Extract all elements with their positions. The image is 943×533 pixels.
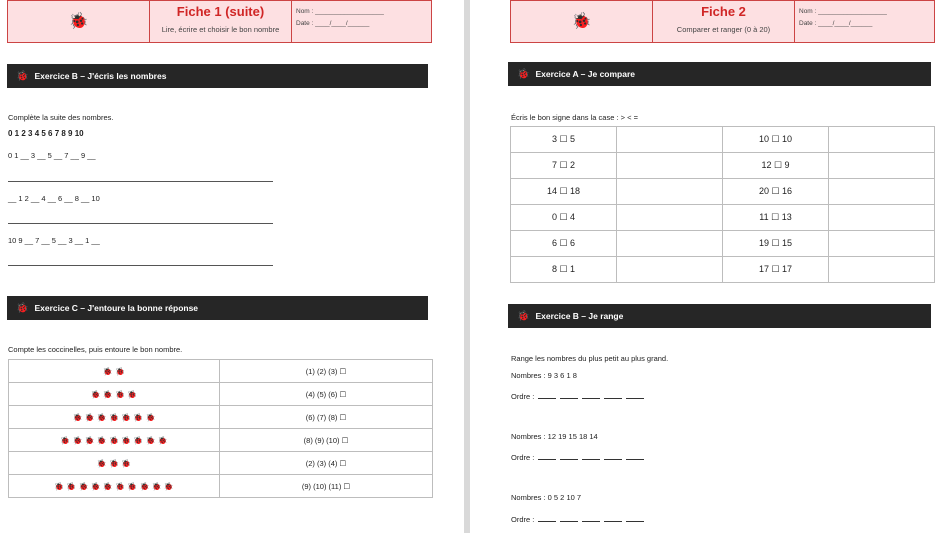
name-field-label: Nom : ___________________ [799, 8, 887, 15]
sequence-line-2: __ 1 2 __ 4 __ 6 __ 8 __ 10 [8, 194, 100, 203]
order-label: Ordre : [511, 453, 535, 462]
name-field-label: Nom : ___________________ [296, 8, 384, 15]
worksheet-subtitle: Lire, écrire et choisir le bon nombre [161, 25, 280, 34]
table-row [9, 452, 433, 475]
ladybug-group: 🐞 🐞 🐞 🐞 🐞 🐞 🐞 [9, 406, 220, 429]
table-row [511, 153, 935, 179]
order-label: Ordre : [511, 392, 535, 401]
answer-line [8, 223, 273, 224]
ladybug-group: 🐞 🐞 🐞 🐞 🐞 🐞 🐞 🐞 🐞 🐞 [9, 475, 220, 498]
table-row [511, 127, 935, 153]
answer-choices[interactable]: (9) (10) (11) ☐ [220, 475, 433, 498]
table-row [511, 231, 935, 257]
blank-cell [617, 205, 723, 231]
blank-cell [829, 179, 935, 205]
comparison-pair[interactable]: 8 ☐ 1 [511, 257, 617, 283]
table-row [511, 179, 935, 205]
worksheet-page-right [478, 0, 943, 533]
section-bar-exercise-b [7, 64, 428, 88]
ladybug-icon: 🐞 [517, 310, 530, 322]
numbers-to-sort: Nombres : 12 19 15 18 14 [511, 432, 598, 441]
date-field-label: Date : ____/____/______ [799, 20, 873, 27]
blank-cell [617, 153, 723, 179]
worksheet-header [510, 0, 935, 43]
table-row [9, 475, 433, 498]
ladybug-group: 🐞 🐞 🐞 [9, 452, 220, 475]
comparison-pair[interactable]: 7 ☐ 2 [511, 153, 617, 179]
comparison-pair[interactable]: 11 ☐ 13 [723, 205, 829, 231]
date-field-label: Date : ____/____/______ [296, 20, 370, 27]
comparison-pair[interactable]: 17 ☐ 17 [723, 257, 829, 283]
section-title: Exercice C – J'entoure la bonne réponse [34, 303, 199, 313]
sequence-line-1: 0 1 __ 3 __ 5 __ 7 __ 9 __ [8, 151, 96, 160]
blank-cell [829, 127, 935, 153]
sequence-line-3: 10 9 __ 7 __ 5 __ 3 __ 1 __ [8, 236, 100, 245]
order-answer-row[interactable] [511, 515, 646, 524]
section-title: Exercice B – J'écris les nombres [34, 71, 167, 81]
blank-cell [829, 257, 935, 283]
answer-choices[interactable]: (6) (7) (8) ☐ [220, 406, 433, 429]
table-row [511, 257, 935, 283]
comparison-pair[interactable]: 0 ☐ 4 [511, 205, 617, 231]
instruction-text: Compte les coccinelles, puis entoure le bon nombre. [8, 345, 183, 354]
section-bar-exercise-b [508, 304, 931, 328]
comparison-pair[interactable]: 10 ☐ 10 [723, 127, 829, 153]
table-row [511, 205, 935, 231]
ladybug-group: 🐞 🐞 🐞 🐞 🐞 🐞 🐞 🐞 🐞 [9, 429, 220, 452]
blank-cell [829, 231, 935, 257]
comparison-pair[interactable]: 14 ☐ 18 [511, 179, 617, 205]
table-row [9, 429, 433, 452]
blank-cell [617, 179, 723, 205]
ladybug-icon: 🐞 [68, 12, 89, 30]
ladybug-icon: 🐞 [16, 70, 29, 82]
answer-choices[interactable]: (8) (9) (10) ☐ [220, 429, 433, 452]
ladybug-icon: 🐞 [16, 302, 29, 314]
blank-cell [617, 231, 723, 257]
ladybug-group: 🐞 🐞 🐞 🐞 [9, 383, 220, 406]
worksheet-title: Fiche 1 (suite) [176, 4, 265, 19]
blank-cell [829, 153, 935, 179]
page-gutter [440, 0, 478, 533]
comparison-pair[interactable]: 20 ☐ 16 [723, 179, 829, 205]
order-label: Ordre : [511, 515, 535, 524]
answer-choices[interactable]: (4) (5) (6) ☐ [220, 383, 433, 406]
ladybug-count-table [8, 359, 433, 498]
table-row [9, 406, 433, 429]
comparison-pair[interactable]: 3 ☐ 5 [511, 127, 617, 153]
section-title: Exercice B – Je range [535, 311, 624, 321]
ladybug-logo [511, 1, 653, 42]
comparison-table [510, 126, 935, 283]
worksheet-subtitle: Comparer et ranger (0 à 20) [676, 25, 771, 34]
section-title: Exercice A – Je compare [535, 69, 635, 79]
numbers-to-sort: Nombres : 0 5 2 10 7 [511, 493, 582, 502]
answer-line [8, 265, 273, 266]
worksheet-page-left [0, 0, 440, 533]
comparison-pair[interactable]: 12 ☐ 9 [723, 153, 829, 179]
blank-cell [617, 257, 723, 283]
order-answer-row[interactable] [511, 453, 646, 462]
answer-choices[interactable]: (2) (3) (4) ☐ [220, 452, 433, 475]
numbers-to-sort: Nombres : 9 3 6 1 8 [511, 371, 577, 380]
worksheet-header [7, 0, 432, 43]
ladybug-group: 🐞 🐞 [9, 360, 220, 383]
section-bar-exercise-c [7, 296, 428, 320]
answer-line [8, 181, 273, 182]
instruction-text: Range les nombres du plus petit au plus grand. [511, 354, 669, 363]
answer-choices[interactable]: (1) (2) (3) ☐ [220, 360, 433, 383]
instruction-text: Complète la suite des nombres. [8, 113, 114, 122]
instruction-text: Écris le bon signe dans la case : > < = [511, 113, 638, 122]
ladybug-logo [8, 1, 150, 42]
comparison-pair[interactable]: 19 ☐ 15 [723, 231, 829, 257]
blank-cell [829, 205, 935, 231]
number-sequence-example: 0 1 2 3 4 5 6 7 8 9 10 [8, 129, 84, 138]
worksheet-title: Fiche 2 [701, 4, 746, 19]
comparison-pair[interactable]: 6 ☐ 6 [511, 231, 617, 257]
order-answer-row[interactable] [511, 392, 646, 401]
blank-cell [617, 127, 723, 153]
ladybug-icon: 🐞 [517, 68, 530, 80]
table-row [9, 360, 433, 383]
table-row [9, 383, 433, 406]
ladybug-icon: 🐞 [571, 12, 592, 30]
section-bar-exercise-a [508, 62, 931, 86]
